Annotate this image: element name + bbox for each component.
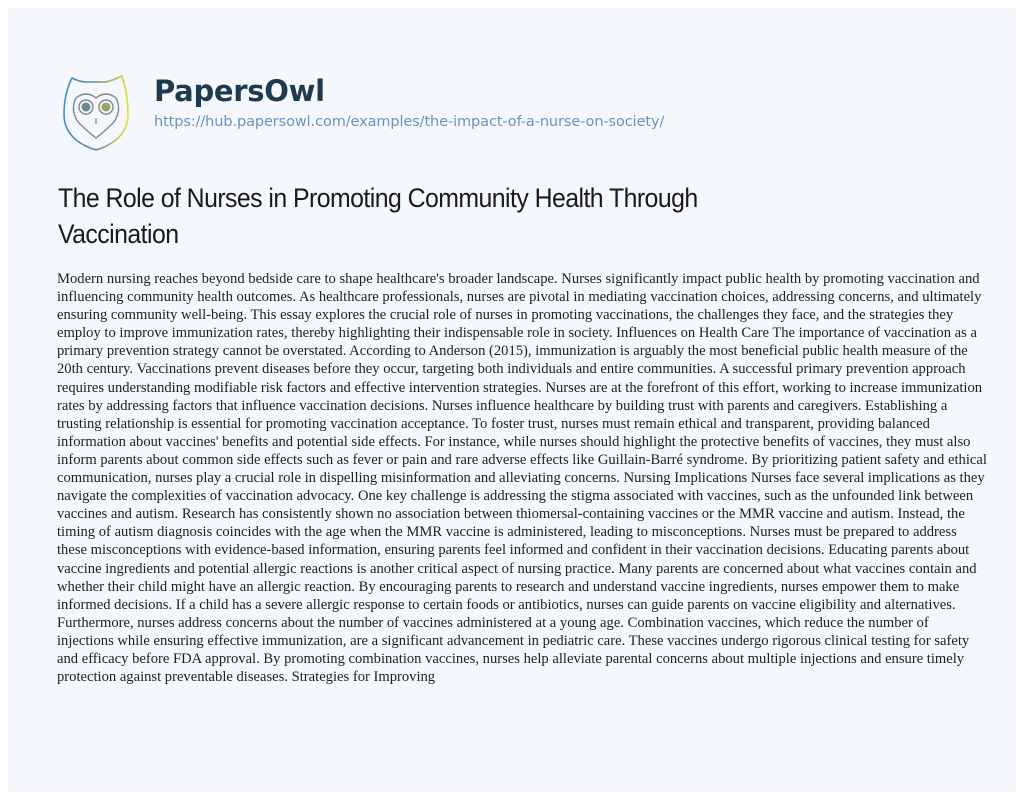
document-card: [8, 8, 1016, 792]
owl-logo-icon: [58, 74, 134, 154]
source-url-link[interactable]: https://hub.papersowl.com/examples/the-impact-of-a-nurse-on-society/: [154, 114, 665, 130]
site-header: [58, 74, 664, 154]
document-body: Modern nursing reaches beyond bedside care to shape healthcare's broader landscape. Nurses significantly impact public health by promoting vaccination and influencing community health outcomes. As healthcare professionals, nurses are pivotal in mediating vaccination choices, addressing concerns, and ultimately ensuring community well-being. This essay explores the crucial role of nurses in promoting vaccinations, the challenges they face, and the strategies they employ to improve immunization rates, thereby highlighting their indispensable role in society. Influences on Health Care The importance of vaccination as a primary prevention strategy cannot be overstated. According to Anderson (2015), immunization is arguably the most beneficial public health measure of the 20th century. Vaccinations prevent diseases before they occur, targeting both individuals and entire communities. A successful primary prevention approach requires understanding modifiable risk factors and effective intervention strategies. Nurses are at the forefront of this effort, working to increase immunization rates by addressing factors that influence vaccination decisions. Nurses influence healthcare by building trust with parents and caregivers. Establishing a trusting relationship is essential for promoting vaccination acceptance. To foster trust, nurses must remain ethical and transparent, providing balanced information about vaccines' benefits and potential side effects. For instance, while nurses should highlight the protective benefits of vaccines, they must also inform parents about common side effects such as fever or pain and rare adverse effects like Guillain-Barré syndrome. By prioritizing patient safety and ethical communication, nurses play a crucial role in dispelling misinformation and alleviating concerns. Nursing Implications Nurses face several implications as they navigate the complexities of vaccination advocacy. One key challenge is addressing the stigma associated with vaccines, such as the unfounded link between vaccines and autism. Research has consistently shown no association between thiomersal-containing vaccines or the MMR vaccine and autism. Instead, the timing of autism diagnosis coincides with the age when the MMR vaccine is administered, leading to misconceptions. Nurses must be prepared to address these misconceptions with evidence-based information, ensuring parents feel informed and confident in their vaccination decisions. Educating parents about vaccine ingredients and potential allergic reactions is another critical aspect of nursing practice. Many parents are concerned about what vaccines contain and whether their child might have an allergic reaction. By encouraging parents to research and understand vaccine ingredients, nurses empower them to make informed decisions. If a child has a severe allergic response to certain foods or antibiotics, nurses can guide parents on vaccine eligibility and alternatives. Furthermore, nurses address concerns about the number of vaccines administered at a young age. Combination vaccines, which reduce the number of injections while ensuring effective immunization, are a significant advancement in pediatric care. These vaccines undergo rigorous clinical testing for safety and efficacy before FDA approval. By promoting combination vaccines, nurses help alleviate parental concerns about multiple injections and ensure timely protection against preventable diseases. Strategies for Improving: [57, 271, 987, 686]
brand-block: [154, 74, 664, 130]
brand-name[interactable]: PapersOwl: [154, 74, 325, 108]
document-title: The Role of Nurses in Promoting Community Health Through Vaccination: [58, 183, 698, 249]
